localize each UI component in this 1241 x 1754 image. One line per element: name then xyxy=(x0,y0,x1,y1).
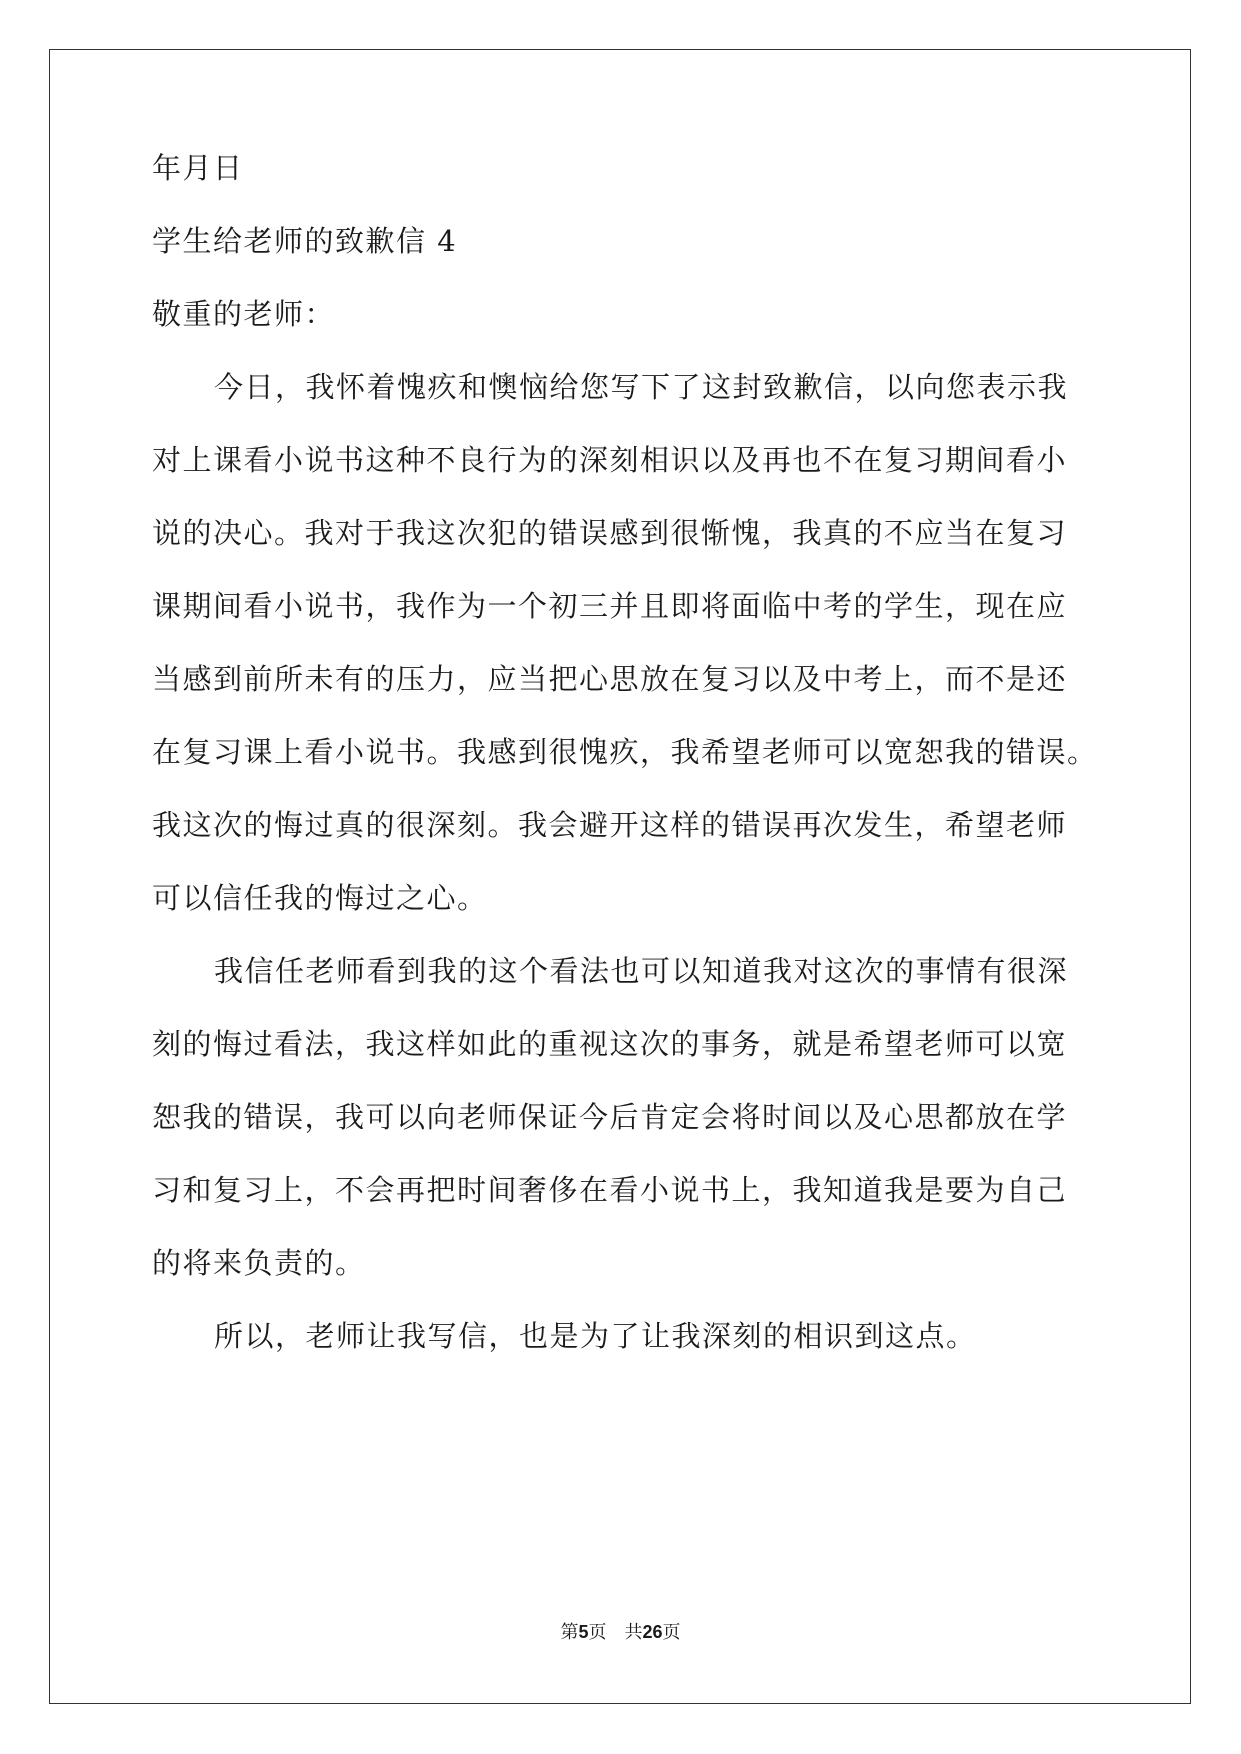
paragraph-line: 习和复习上，不会再把时间奢侈在看小说书上，我知道我是要为自己 xyxy=(152,1173,1068,1207)
paragraph-2 xyxy=(152,953,1092,1281)
paragraph-line: 在复习课上看小说书。我感到很愧疚，我希望老师可以宽恕我的错误。 xyxy=(152,735,1098,769)
page-footer xyxy=(0,1618,1241,1644)
page-total: 26 xyxy=(642,1622,663,1642)
paragraph-line: 对上课看小说书这种不良行为的深刻相识以及再也不在复习期间看小 xyxy=(152,443,1068,477)
paragraph-line: 可以信任我的悔过之心。 xyxy=(152,881,488,915)
page-number: 5 xyxy=(578,1622,589,1642)
total-prefix: 共 xyxy=(624,1622,643,1643)
page-prefix: 第 xyxy=(560,1622,579,1643)
letter-title: 学生给老师的致歉信 4 xyxy=(152,224,458,258)
paragraph-1 xyxy=(152,369,1098,916)
paragraph-line: 课期间看小说书，我作为一个初三并且即将面临中考的学生，现在应 xyxy=(152,589,1068,623)
paragraph-line: 我这次的悔过真的很深刻。我会避开这样的错误再次发生，希望老师 xyxy=(152,808,1068,842)
paragraph-line: 说的决心。我对于我这次犯的错误感到很惭愧，我真的不应当在复习 xyxy=(152,516,1068,550)
date-line: 年月日 xyxy=(152,151,244,185)
paragraph-line: 当感到前所未有的压力，应当把心思放在复习以及中考上，而不是还 xyxy=(152,662,1068,696)
paragraph-line: 的将来负责的。 xyxy=(152,1246,366,1280)
paragraph-line: 我信任老师看到我的这个看法也可以知道我对这次的事情有很深 xyxy=(214,954,1069,988)
paragraph-line: 今日，我怀着愧疚和懊恼给您写下了这封致歉信，以向您表示我 xyxy=(214,370,1069,404)
total-suffix: 页 xyxy=(662,1622,681,1643)
paragraph-3 xyxy=(152,1318,1092,1354)
paragraph-line: 所以，老师让我写信，也是为了让我深刻的相识到这点。 xyxy=(214,1319,977,1353)
paragraph-line: 恕我的错误，我可以向老师保证今后肯定会将时间以及心思都放在学 xyxy=(152,1100,1068,1134)
document-body xyxy=(152,150,1098,1391)
paragraph-line: 刻的悔过看法，我这样如此的重视这次的事务，就是希望老师可以宽 xyxy=(152,1027,1068,1061)
salutation: 敬重的老师： xyxy=(152,297,336,331)
page-suffix: 页 xyxy=(588,1622,607,1643)
